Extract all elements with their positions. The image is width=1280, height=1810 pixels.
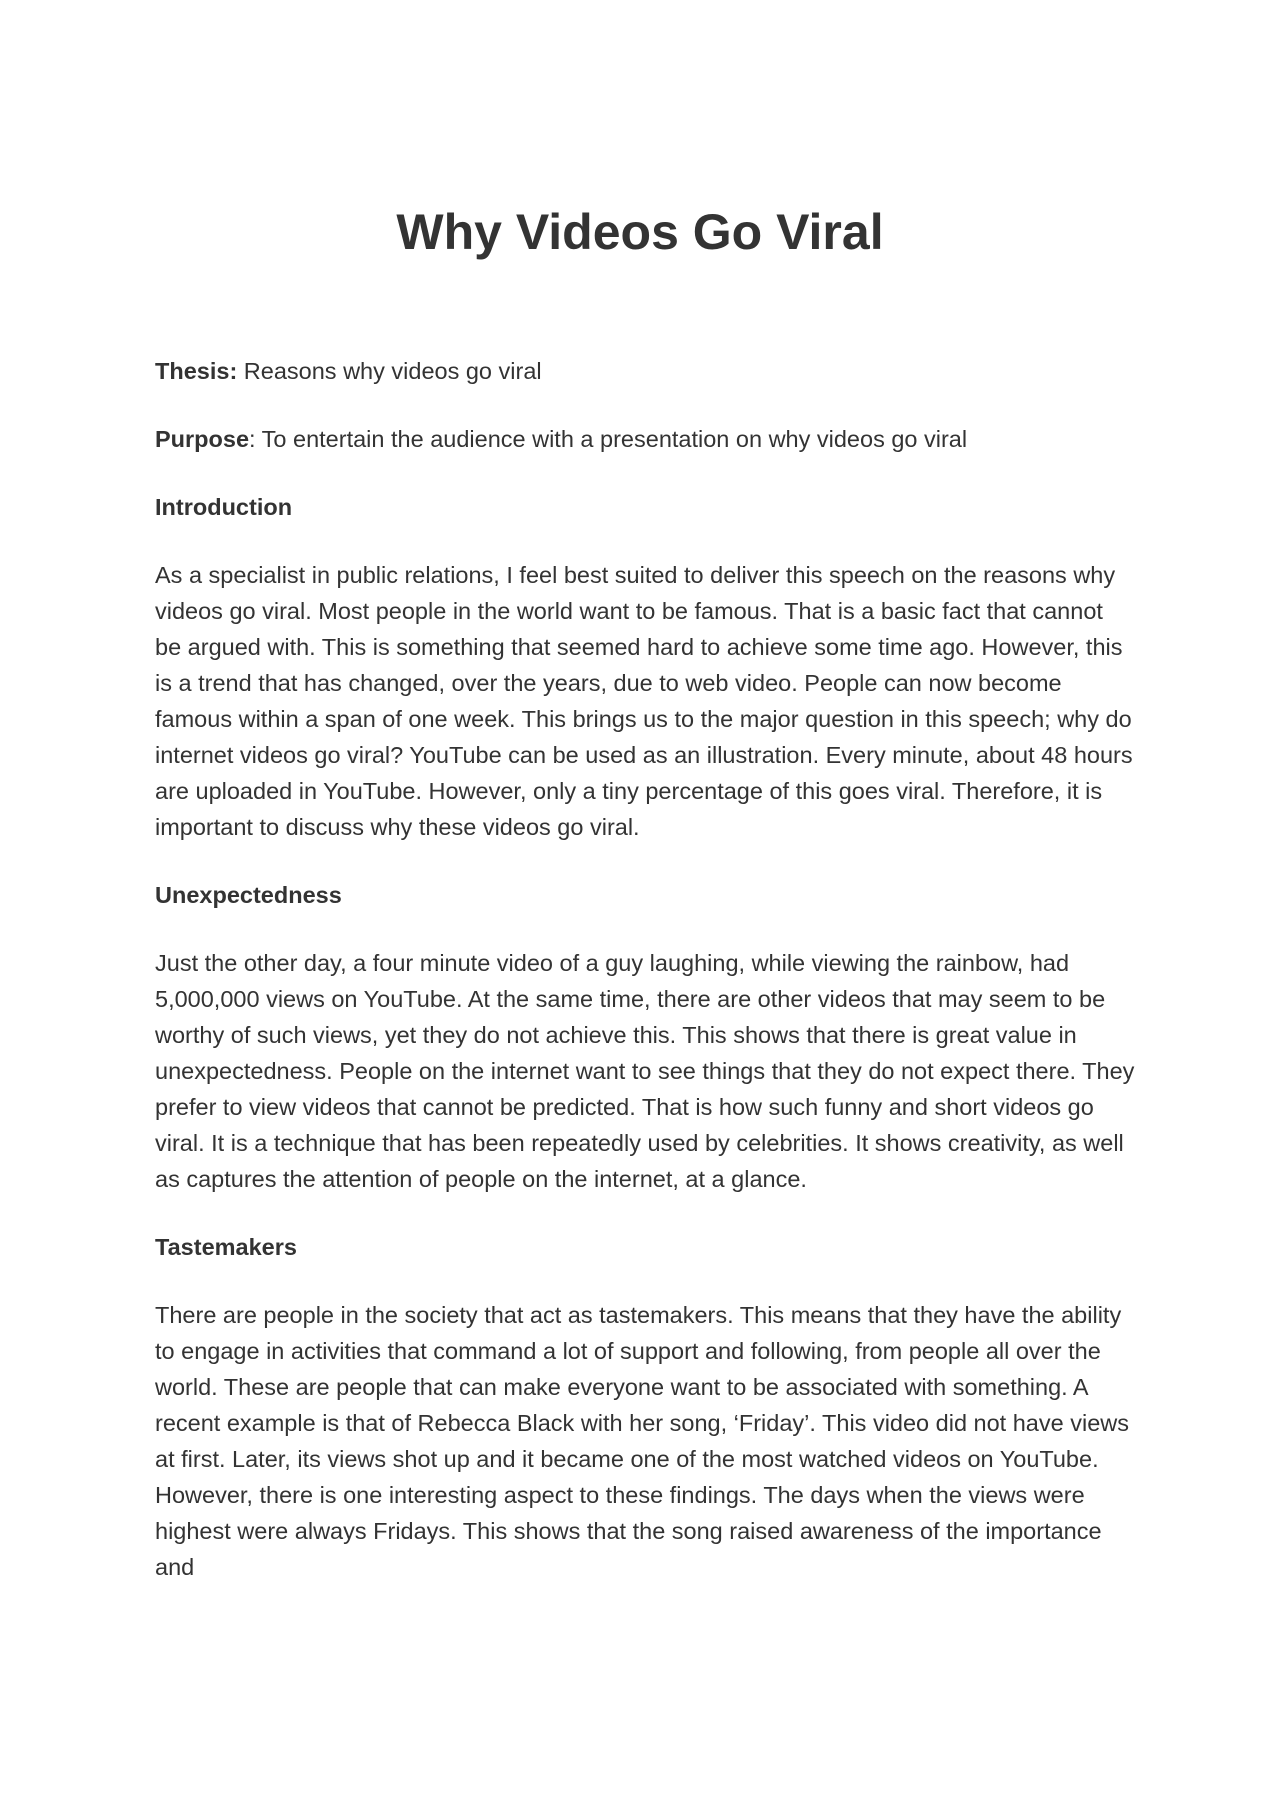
thesis-text: Reasons why videos go viral (237, 358, 542, 384)
thesis-line (155, 353, 1135, 389)
section-body-tastemakers: There are people in the society that act as tastemakers. This means that they have the ability to engage in activities that command a lot of support and following, from people all over the world. These are people that can make everyone want to be associated with something. A recent example is that of Rebecca Black with her song, ‘Friday’. This video did not have views at first. Later, its views shot up and it became one of the most watched videos on YouTube. However, there is one interesting aspect to these findings. The days when the views were highest were always Fridays. This shows that the song raised awareness of the importance and (155, 1302, 1129, 1580)
document-title: Why Videos Go Viral (396, 204, 884, 260)
section-heading-tastemakers: Tastemakers (155, 1234, 297, 1260)
section-body-unexpectedness: Just the other day, a four minute video of a guy laughing, while viewing the rainbow, had 5,000,000 views on YouTube. At the same time, there are other videos that may seem to be worthy of such views, yet they do not achieve this. This shows that there is great value in unexpectedness. People on the internet want to see things that they do not expect there. They prefer to view videos that cannot be predicted. That is how such funny and short videos go viral. It is a technique that has been repeatedly used by celebrities. It shows creativity, as well as captures the attention of people on the internet, at a glance. (155, 950, 1135, 1192)
purpose-text: : To entertain the audience with a presentation on why videos go viral (249, 426, 968, 452)
section-heading-introduction: Introduction (155, 494, 293, 520)
section-heading-unexpectedness: Unexpectedness (155, 882, 342, 908)
thesis-label: Thesis: (155, 358, 238, 384)
purpose-label: Purpose (155, 426, 250, 452)
purpose-line (155, 421, 1135, 457)
document-body (155, 353, 1135, 1585)
section-body-introduction: As a specialist in public relations, I feel best suited to deliver this speech on the reasons why videos go viral. Most people in the world want to be famous. That is a basic fact that cannot be argued with. This is something that seemed hard to achieve some time ago. However, this is a trend that has changed, over the years, due to web video. People can now become famous within a span of one week. This brings us to the major question in this speech; why do internet videos go viral? YouTube can be used as an illustration. Every minute, about 48 hours are uploaded in YouTube. However, only a tiny percentage of this goes viral. Therefore, it is important to discuss why these videos go viral. (155, 562, 1133, 840)
